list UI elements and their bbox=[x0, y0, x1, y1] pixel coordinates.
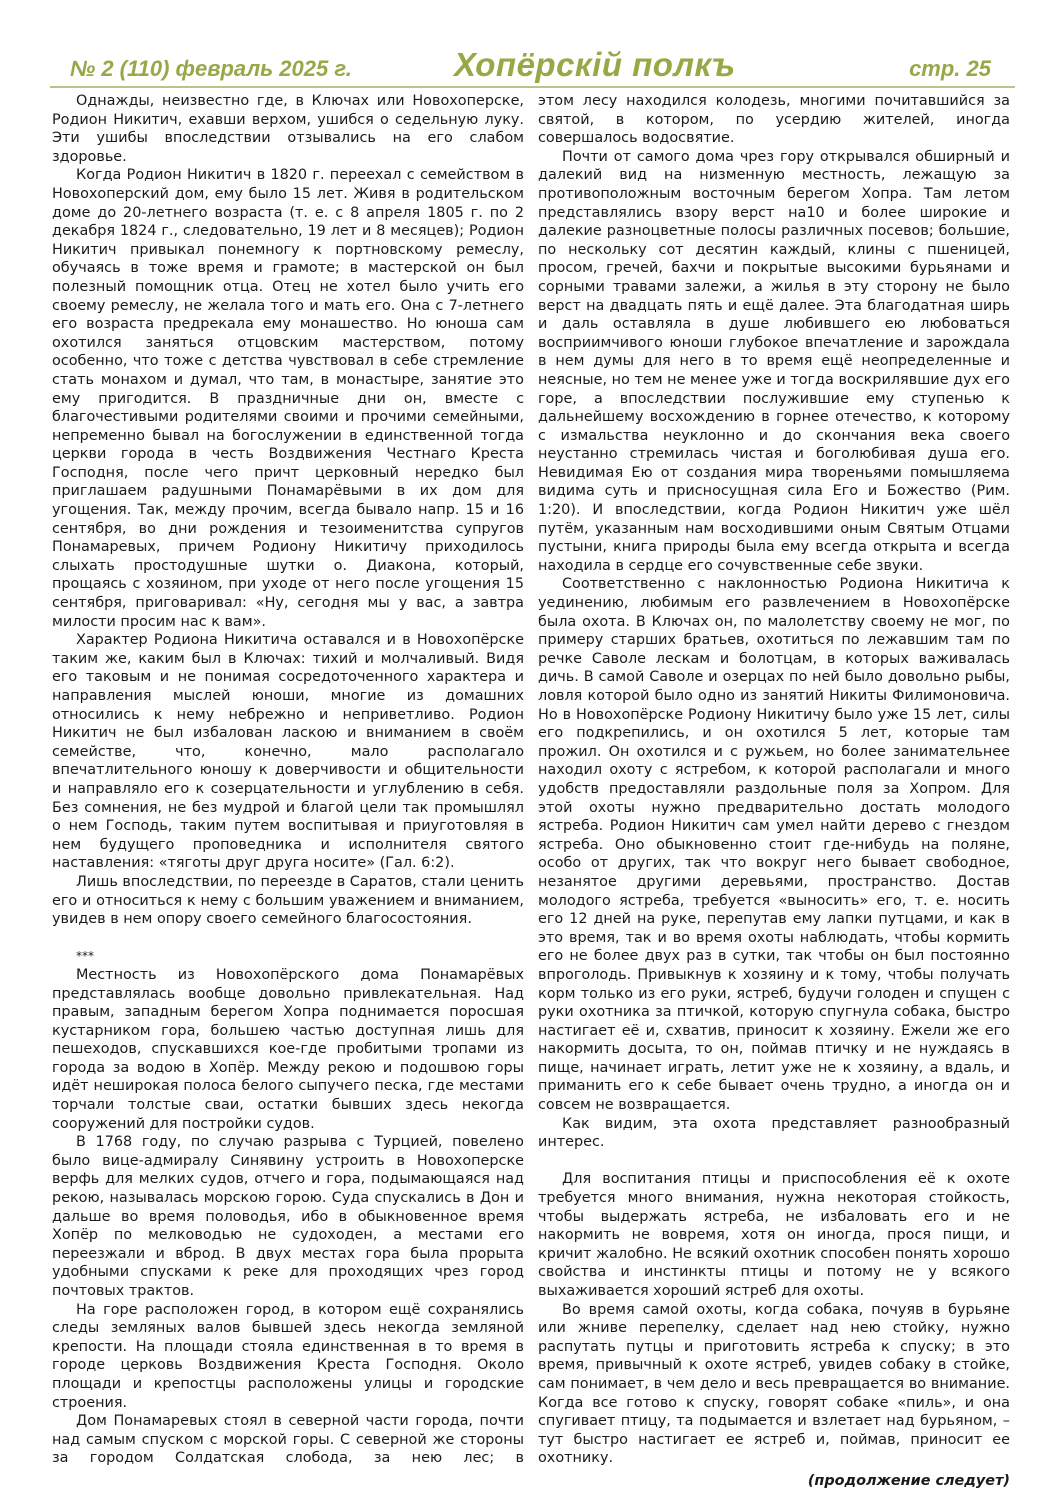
spacer bbox=[538, 1152, 1010, 1171]
newspaper-title: Хопёрскій полкъ bbox=[454, 46, 736, 83]
paragraph: Во время самой охоты, когда собака, почуяв в бурьяне или жниве перепелку, сделает над нею стойку, нужно распутать путцы и приготовить ястреба к спуску; в это время, привычный к охоте ястреб, увидев собаку в стойке, сам понимает, в чем дело и весь превращается во внимание. Когда все готово к спуску, говорят собаке «пиль», и она спугивает птицу, та подымается и взлетает над бурьяном, – тут быстро настигает ее ястреб и, поймав, приносит ее охотнику. bbox=[538, 1301, 1010, 1467]
article-column-2 bbox=[538, 92, 1010, 1491]
paragraph: Характер Родиона Никитича оставался и в Новохопёрске таким же, каким был в Ключах: тихий и молчаливый. Видя его таковым и не понимая сосредоточенного характера и направления мыслей юноши, многие из домашних относились к нему небрежно и неприветливо. Родион Никитич не был избалован ласкою и вниманием в своём семействе, что, конечно, мало располагало впечатлительного юношу к доверчивости и общительности и направляло его к созерцательности и углублению в себя. Без сомнения, не без мудрой и благой цели так промышлял о нем Господь, таким путем воспитывая и приуготовляя в нем будущего проповедника и исполнителя святого наставления: «тяготы друг друга носите» (Гал. 6:2). bbox=[52, 632, 524, 872]
spacer bbox=[52, 929, 524, 948]
paragraph: Однажды, неизвестно где, в Ключах или Новохоперске, Родион Никитич, ехавши верхом, ушибся о седельную луку. Эти ушибы впоследствии отзывались на его слабом здоровье. bbox=[52, 93, 524, 165]
article-column-1 bbox=[52, 92, 524, 1468]
paragraph: Почти от самого дома чрез гору открывался обширный и далекий вид на низменную местность, лежащую за противоположным восточным берегом Хопра. Там летом представлялись взору верст на10 и более широкие и далекие разноцветные полосы различных посевов; большие, по нескольку сот десятин каждый, клины с пшеницей, просом, гречей, бахчи и покрытые высокими бурьянами и сорными травами залежи, а жилья в эту сторону не было верст на двадцать пять и ещё далее. Эта благодатная ширь и даль оставляла в душе любившего ею любоваться восприимчивого юноши глубокое впечатление и зарождала в нем думы для него в то время ещё неопределенные и неясные, но тем не менее уже и тогда воскрилявшие дух его горе, а впоследствии послужившие ему ступенью к дальнейшему восхождению в горнее отечество, к которому с измальства неуклонно и до скончания века своего неустанно стремилась чистая и боголюбивая душа его. Невидимая Ею от создания мира твореньями помышляема видима суть и присносущная сила Его и Божество (Рим. 1:20). И впоследствии, когда Родион Никитич уже шёл путём, указанным нам восходившими оным Святым Отцами пустыни, книга природы была ему всегда открыта и всегда находила в сердце его сочувственные себе звуки. bbox=[538, 148, 1010, 574]
continuation-note: (продолжение следует) bbox=[807, 1472, 1010, 1489]
paragraph: Когда Родион Никитич в 1820 г. переехал с семейством в Новохоперский дом, ему было 15 лет. Живя в родительском доме до 20-летнего возраста (т. е. с 8 апреля 1805 г. по 2 декабря 1824 г., следовательно, 19 лет и 8 месяцев); Родион Никитич привыкал понемногу к портновскому ремеслу, обучаясь в тоже время и грамоте; в мастерской он был полезный помощник отца. Отец не хотел было учить его своему ремеслу, не желала того и мать его. Она с 7-летнего его возраста предрекала ему монашество. Но юноша сам охотился заняться отцовским мастерством, потому особенно, что тоже с детства чувствовал в себе стремление стать монахом и думал, что там, в монастыре, занятие это ему пригодится. В праздничные дни он, вместе с благочестивыми родителями своими и прочими семейными, непременно бывал на богослужении в единственной тогда церкви города в честь Воздвижения Честнаго Креста Господня, после чего причт церковный нередко был приглашаем радушными Понамарёвыми в их дом для угощения. Так, между прочим, всегда бывало напр. 15 и 16 сентября, во дни рождения и тезоименитства супругов Понамаревых, причем Родиону Никитичу приходилось слыхать простодушные шутки о. Диакона, который, прощаясь с хозяином, при уходе от него после угощения 15 сентября, приговаривал: «Ну, сегодня мы у вас, а завтра милости просим нас к вам». bbox=[52, 167, 524, 630]
paragraph: Для воспитания птицы и приспособления её к охоте требуется много внимания, нужна некоторая стойкость, чтобы выдержать ястреба, не избаловать его и не накормить не вовремя, хотя он иногда, прося пищи, и кричит жалобно. Не всякий охотник способен понять хорошо свойства и инстинкты птицы и потому не у всякого выхаживается хороший ястреб для охоты. bbox=[538, 1171, 1010, 1299]
paragraph: Дом Понамаревых стоял в северной части города, почти над самым спуском с морской горы. С северной же стороны за городом Солдатская слобода, за нею лес; в bbox=[52, 1413, 524, 1467]
paragraph: Как видим, эта охота представляет разнообразный интерес. bbox=[538, 1115, 1010, 1151]
page-header bbox=[50, 46, 1015, 88]
paragraph: Местность из Новохопёрского дома Понамарёвых представлялась вообще довольно привлекательная. Над правым, западным берегом Хопра поднимается поросшая кустарником гора, большею частью доступная лишь для пешеходов, спускавшихся кое-где пробитыми тропами из города за водою в Хопёр. Между рекою и подошвою горы идёт неширокая полоса белого сыпучего песка, где местами торчали толстые сваи, остатки бывших здесь некогда сооружений для постройки судов. bbox=[52, 966, 524, 1132]
paragraph: На горе расположен город, в котором ещё сохранялись следы земляных валов бывшей здесь некогда земляной крепости. На площади стояла единственная в то время в городе церковь Воздвижения Креста Господня. Около площади и крепостцы расположены улицы и городские строения. bbox=[52, 1301, 524, 1411]
section-separator: *** bbox=[76, 949, 94, 964]
paragraph: Соответственно с наклонностью Родиона Никитича к уединению, любимым его развлечением в Новохопёрске была охота. В Ключах он, по малолетству своему не мог, по примеру старших братьев, охотиться по лежавшим там по речке Саволе лескам и болотцам, в которых важивалась дичь. В самой Саволе и озерцах по ней было довольно рыбы, ловля которой было одно из занятий Никиты Филимоновича. Но в Новохопёрске Родиону Никитичу было уже 15 лет, силы его подкрепились, и он охотился 5 лет, которые там прожил. Он охотился и с ружьем, но более занимательнее находил охоту с ястребом, к которой располагали и много удобств предоставляли раздольные поля за Хопром. Для этой охоты нужно предварительно достать молодого ястреба. Родион Никитич сам умел найти дерево с гнездом ястреба. Оно обыкновенно стоит где-нибудь на поляне, особо от других, так что вокруг него бывает свободное, незанятое другими деревьями, пространство. Достав молодого ястреба, требуется «выносить» его, т. е. носить его 12 дней на руке, перепутав ему лапки путцами, и как в это время, так и во время охоты наблюдать, чтобы кормить его не более двух раз в сутки, так чтобы он был постоянно впроголодь. Привыкнув к хозяину и к тому, чтобы получать корм только из его руки, ястреб, будучи голоден и спущен с руки охотника за птичкой, которую спугнула собака, быстро настигает её и, схватив, приносит к хозяину. Ежели же его накормить досыта, то он, поймав птичку и не нуждаясь в пище, начинает играть, летит уже не к хозяину, а вдаль, и приманить его к себе бывает очень трудно, а иногда он и совсем не возвращается. bbox=[538, 576, 1010, 1114]
issue-number: № 2 (110) февраль 2025 г. bbox=[70, 56, 352, 81]
paragraph: В 1768 году, по случаю разрыва с Турцией, повелено было вице-адмиралу Синявину устроить в Новохоперске верфь для мелких судов, отчего и гора, подымающаяся над рекою, называлась морскою горою. Суда спускались в Дон и дальше во время половодья, ибо в обыкновенное время Хопёр по мелководью не судоходен, а местами его переезжали и вброд. В двух местах гора была прорыта удобными спусками к реке для проходящих чрез город почтовых трактов. bbox=[52, 1134, 524, 1299]
paragraph-continued: этом лесу находился колодезь, многими почитавшийся за святой, в котором, по усердию жителей, иногда совершалось водосвятие. bbox=[538, 93, 1010, 147]
page-number: стр. 25 bbox=[909, 56, 991, 81]
paragraph: Лишь впоследствии, по переезде в Саратов, стали ценить его и относиться к нему с большим уважением и вниманием, увидев в нем опору своего семейного благосостояния. bbox=[52, 873, 524, 928]
